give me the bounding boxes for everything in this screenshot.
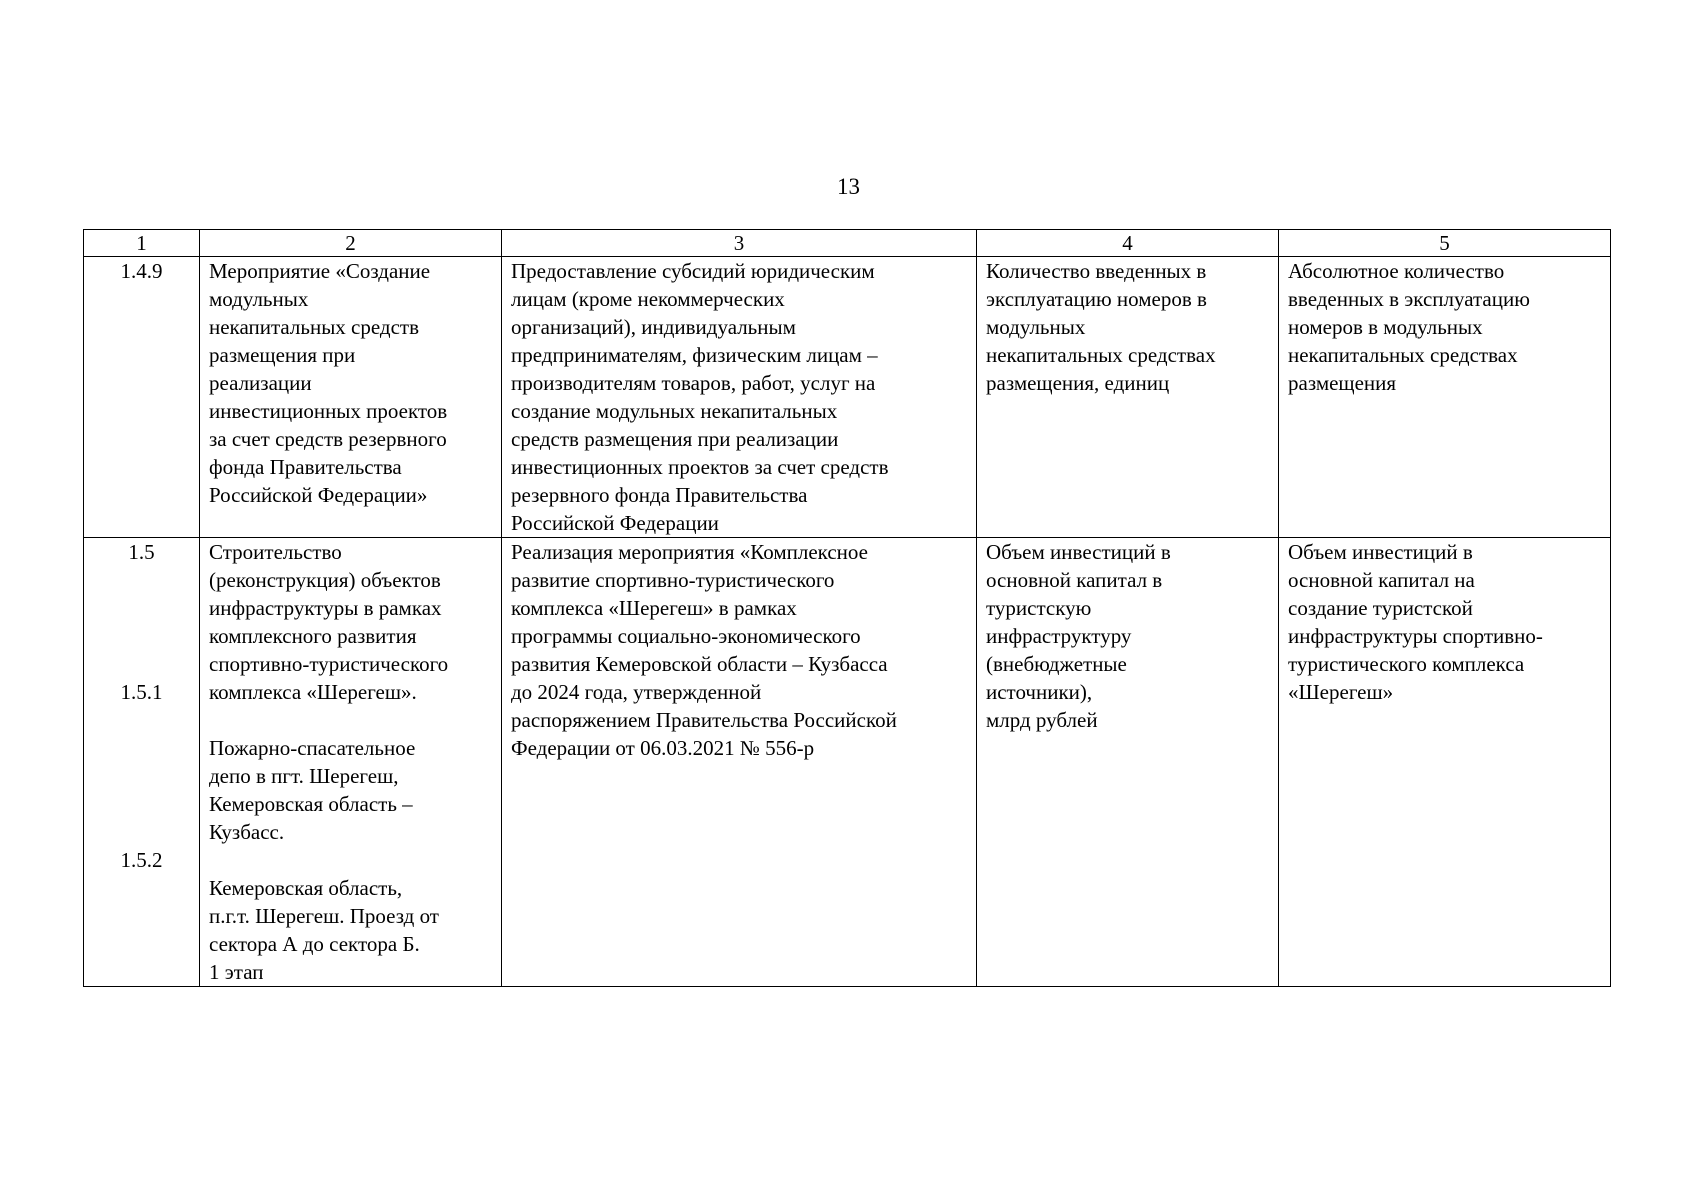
text-line: Реализация мероприятия «Комплексное [511, 540, 868, 564]
text-line: (внебюджетные [986, 652, 1127, 676]
text-line: Абсолютное количество [1288, 259, 1505, 283]
text-line: Строительство [209, 540, 342, 564]
text-line: Кузбасс. [209, 820, 285, 844]
row-number-1-5-2: 1.5.2 [120, 848, 163, 872]
text-line: размещения, единиц [986, 371, 1170, 395]
header-row [84, 230, 1611, 257]
text-line: производителям товаров, работ, услуг на [511, 371, 876, 395]
text-line: организаций), индивидуальным [511, 315, 796, 339]
text-line: введенных в эксплуатацию [1288, 287, 1530, 311]
activity-1-5-1-text [209, 734, 492, 846]
result-cell-1-5 [1279, 538, 1611, 987]
header-col-4: 4 [977, 230, 1279, 257]
header-col-5: 5 [1279, 230, 1611, 257]
text-line: распоряжением Правительства Российской [511, 708, 897, 732]
result-cell [1279, 257, 1611, 538]
text-line: Российской Федерации [511, 511, 719, 535]
text-line: спортивно-туристического [209, 652, 449, 676]
text-line: номеров в модульных [1288, 315, 1483, 339]
text-line: Мероприятие «Создание [209, 259, 431, 283]
text-line: основной капитал на [1288, 568, 1475, 592]
text-line: Пожарно-спасательное [209, 736, 416, 760]
row-numbers-1-5 [84, 538, 200, 987]
text-line: инфраструктуры в рамках [209, 596, 442, 620]
text-line: реализации [209, 371, 312, 395]
activity-1-5-2-text [209, 874, 492, 986]
text-line: (реконструкция) объектов [209, 568, 441, 592]
measures-table [83, 229, 1611, 987]
text-line: эксплуатацию номеров в [986, 287, 1207, 311]
text-line: «Шерегеш» [1288, 680, 1394, 704]
text-line: 1 этап [209, 960, 264, 984]
text-line: основной капитал в [986, 568, 1163, 592]
text-line: некапитальных средствах [986, 343, 1216, 367]
text-line: туристскую [986, 596, 1092, 620]
text-line: создание туристской [1288, 596, 1473, 620]
activity-1-5-text [209, 538, 492, 706]
text-line: инфраструктуру [986, 624, 1132, 648]
text-line: некапитальных средствах [1288, 343, 1518, 367]
text-line: за счет средств резервного [209, 427, 447, 451]
activity-name-cell-1-5 [200, 538, 502, 987]
text-line: предпринимателям, физическим лицам – [511, 343, 878, 367]
text-line: размещения при [209, 343, 356, 367]
text-line: Объем инвестиций в [1288, 540, 1473, 564]
header-col-2: 2 [200, 230, 502, 257]
row-number-1-5: 1.5 [128, 540, 155, 564]
text-line: Российской Федерации» [209, 483, 428, 507]
table-row-1-5 [84, 538, 1611, 987]
page-number: 13 [837, 174, 860, 199]
text-line: инфраструктуры спортивно- [1288, 624, 1543, 648]
text-line: источники), [986, 680, 1093, 704]
text-line: п.г.т. Шерегеш. Проезд от [209, 904, 439, 928]
text-line: модульных [209, 287, 309, 311]
text-line: комплексного развития [209, 624, 417, 648]
indicator-cell-1-5 [977, 538, 1279, 987]
text-line: Количество введенных в [986, 259, 1207, 283]
text-line: программы социально-экономического [511, 624, 861, 648]
activity-description-cell-1-5 [502, 538, 977, 987]
text-line: туристического комплекса [1288, 652, 1525, 676]
text-line: резервного фонда Правительства [511, 483, 808, 507]
indicator-cell [977, 257, 1279, 538]
header-col-3: 3 [502, 230, 977, 257]
header-col-1: 1 [84, 230, 200, 257]
text-line: средств размещения при реализации [511, 427, 839, 451]
text-line: модульных [986, 315, 1086, 339]
text-line: некапитальных средств [209, 315, 420, 339]
table-row-1-4-9 [84, 257, 1611, 538]
text-line: комплекса «Шерегеш» в рамках [511, 596, 797, 620]
row-number-1-4-9: 1.4.9 [84, 257, 200, 538]
text-line: Предоставление субсидий юридическим [511, 259, 875, 283]
text-line: сектора А до сектора Б. [209, 932, 420, 956]
text-line: создание модульных некапитальных [511, 399, 838, 423]
text-line: инвестиционных проектов за счет средств [511, 455, 889, 479]
activity-description-cell [502, 257, 977, 538]
text-line: Кемеровская область, [209, 876, 403, 900]
text-line: Кемеровская область – [209, 792, 413, 816]
text-line: до 2024 года, утвержденной [511, 680, 762, 704]
text-line: развития Кемеровской области – Кузбасса [511, 652, 888, 676]
activity-name-cell [200, 257, 502, 538]
text-line: фонда Правительства [209, 455, 402, 479]
text-line: развитие спортивно-туристического [511, 568, 835, 592]
text-line: Объем инвестиций в [986, 540, 1171, 564]
text-line: лицам (кроме некоммерческих [511, 287, 785, 311]
text-line: млрд рублей [986, 708, 1098, 732]
text-line: комплекса «Шерегеш». [209, 680, 417, 704]
text-line: инвестиционных проектов [209, 399, 448, 423]
row-number-1-5-1: 1.5.1 [120, 680, 163, 704]
text-line: размещения [1288, 371, 1397, 395]
text-line: Федерации от 06.03.2021 № 556-р [511, 736, 815, 760]
text-line: депо в пгт. Шерегеш, [209, 764, 399, 788]
